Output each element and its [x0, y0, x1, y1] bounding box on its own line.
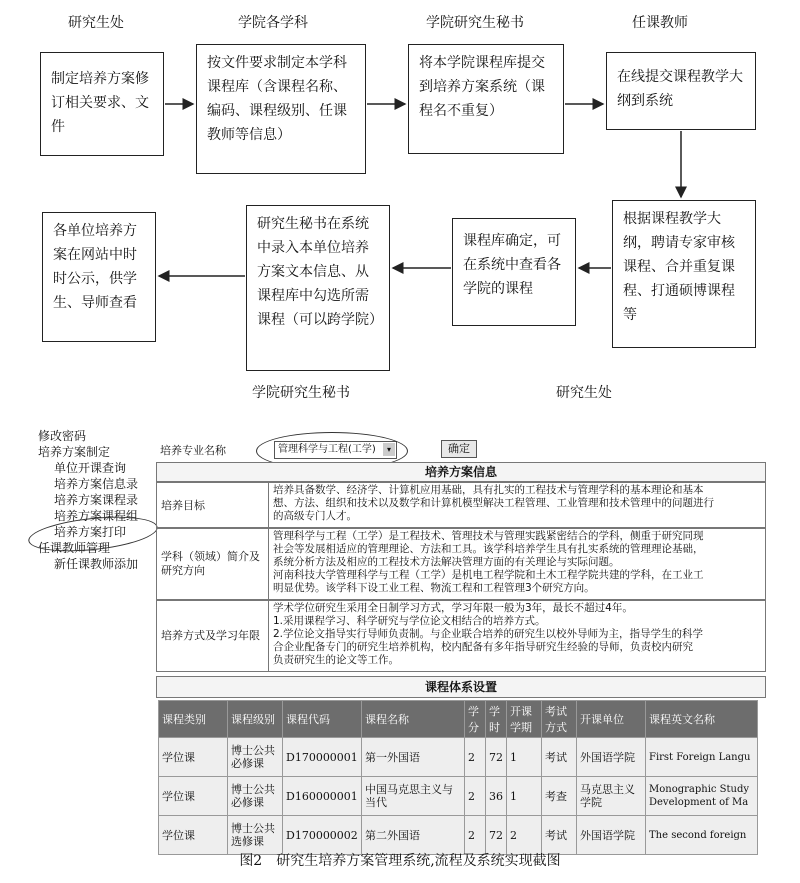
table-cell: 学位课: [159, 816, 228, 855]
major-select-value: 管理科学与工程(工学): [278, 444, 376, 455]
table-cell: 学位课: [159, 738, 228, 777]
table-cell: 博士公共选修课: [228, 816, 283, 855]
course-table: [158, 700, 758, 855]
intro-line: 社会等发展相适应的管理理论、方法和工具。该学科培养学生具有扎实系统的管理理论基础，: [273, 543, 704, 555]
table-cell: 中国马克思主义与当代: [362, 777, 465, 816]
goal-row: [156, 482, 766, 528]
step-box-5: 根据课程教学大纲，聘请专家审核课程、合并重复课程、打通硕博课程等: [612, 200, 756, 348]
course-table-header: [159, 701, 758, 738]
col-header: 课程代码: [283, 701, 362, 738]
table-cell: D160000001: [283, 777, 362, 816]
chevron-down-icon: ▾: [383, 443, 395, 456]
table-cell: 考试: [542, 816, 577, 855]
menu-item-plan-info-entry[interactable]: 培养方案信息录: [54, 477, 139, 491]
table-cell: 2: [465, 738, 486, 777]
section-courses: 课程体系设置: [156, 676, 766, 698]
goal-text: [271, 483, 765, 527]
intro-line: 系统分析方法及相应的工程技术方法解决管理方面的有关理论与实际问题。: [273, 556, 620, 568]
mode-line: 2.学位论文指导实行导师负责制。与企业联合培养的研究生以校外导师为主，指导学生的科学: [273, 628, 704, 640]
menu-item-plan-making[interactable]: 培养方案制定: [38, 445, 111, 459]
col-header: 课程级别: [228, 701, 283, 738]
intro-line: 明显优势。该学科下设工业工程、物流工程和工程管理3个研究方向。: [273, 582, 595, 594]
flow-arrows: [0, 0, 800, 420]
table-cell: 博士公共必修课: [228, 777, 283, 816]
table-cell: The second foreign: [646, 816, 758, 855]
step-box-3: 将本学院课程库提交到培养方案系统（课程名不重复）: [408, 44, 564, 154]
table-cell: 第一外国语: [362, 738, 465, 777]
goal-label: 培养目标: [157, 483, 269, 527]
goal-line: 培养具备数学、经济学、计算机应用基础，具有扎实的工程技术与管理学科的基本理论和基本: [273, 484, 704, 496]
mode-line: 1.采用课程学习、科学研究与学位论文相结合的培养方式。: [273, 615, 546, 627]
intro-line: 河南科技大学管理科学与工程（工学）是机电工程学院和土木工程学院共建的学科，在工业工: [273, 569, 704, 581]
table-cell: 博士公共必修课: [228, 738, 283, 777]
menu-item-plan-course-entry[interactable]: 培养方案课程录: [54, 493, 139, 507]
col-header: 学时: [486, 701, 507, 738]
menu-item-plan-print[interactable]: 培养方案打印: [54, 525, 127, 539]
confirm-button[interactable]: 确定: [441, 440, 477, 458]
col-header: 开课学期: [507, 701, 542, 738]
header-teacher: 任课教师: [632, 15, 688, 31]
col-header: 课程类别: [159, 701, 228, 738]
table-cell: 外国语学院: [577, 816, 646, 855]
intro-row: [156, 528, 766, 600]
footer-college-secretary: 学院研究生秘书: [252, 385, 350, 401]
mode-line: 负责研究生的论文等工作。: [273, 654, 399, 666]
table-cell: 2: [507, 816, 542, 855]
header-college-disciplines: 学院各学科: [238, 15, 308, 31]
menu-item-course-query[interactable]: 单位开课查询: [54, 461, 127, 475]
table-cell: 2: [465, 816, 486, 855]
step-box-4: 在线提交课程教学大纲到系统: [606, 52, 756, 130]
header-college-secretary: 学院研究生秘书: [426, 15, 524, 31]
table-cell: 72: [486, 816, 507, 855]
col-header: 课程英文名称: [646, 701, 758, 738]
section-plan-info: 培养方案信息: [156, 462, 766, 482]
figure-caption: 图2 研究生培养方案管理系统,流程及系统实现截图: [239, 853, 561, 869]
step-box-8: 各单位培养方案在网站中时时公示，供学生、导师查看: [42, 212, 156, 342]
table-cell: 第二外国语: [362, 816, 465, 855]
table-cell: 72: [486, 738, 507, 777]
table-cell: 学位课: [159, 777, 228, 816]
major-label: 培养专业名称: [160, 444, 226, 457]
col-header: 开课单位: [577, 701, 646, 738]
table-cell: 考试: [542, 738, 577, 777]
table-cell: Monographic Study Development of Ma: [646, 777, 758, 816]
menu-item-change-password[interactable]: 修改密码: [38, 429, 87, 443]
header-grad-office: 研究生处: [68, 15, 124, 31]
table-row: [159, 738, 758, 777]
table-cell: D170000001: [283, 738, 362, 777]
menu-item-teacher-management[interactable]: 任课教师管理: [38, 541, 111, 555]
table-row: [159, 816, 758, 855]
table-cell: 马克思主义学院: [577, 777, 646, 816]
mode-line: 学术学位研究生采用全日制学习方式，学习年限一般为3年，最长不超过4年。: [273, 602, 633, 614]
step-box-1: 制定培养方案修订相关要求、文件: [40, 52, 164, 156]
table-cell: 2: [465, 777, 486, 816]
col-header: 课程名称: [362, 701, 465, 738]
step-box-2: 按文件要求制定本学科课程库（含课程名称、编码、课程级别、任课教师等信息）: [196, 44, 366, 174]
system-screenshot: [38, 428, 766, 848]
menu-item-add-teacher[interactable]: 新任课教师添加: [54, 557, 139, 571]
goal-line: 的高级专门人才。: [273, 510, 357, 522]
table-cell: 36: [486, 777, 507, 816]
step-box-7: 研究生秘书在系统中录入本单位培养方案文本信息、从课程库中勾选所需课程（可以跨学院）: [246, 205, 390, 371]
step-box-6: 课程库确定，可在系统中查看各学院的课程: [452, 218, 576, 326]
plan-panel: [156, 436, 766, 848]
goal-line: 想、方法、组织和技术以及数学和计算机模型解决工程管理、工业管理和技术管理中的问题进行: [273, 497, 714, 509]
col-header: 学分: [465, 701, 486, 738]
table-cell: 1: [507, 738, 542, 777]
footer-grad-office: 研究生处: [556, 385, 612, 401]
table-cell: First Foreign Langu: [646, 738, 758, 777]
table-cell: 考查: [542, 777, 577, 816]
intro-text: [271, 529, 765, 599]
col-header: 考试方式: [542, 701, 577, 738]
table-cell: 1: [507, 777, 542, 816]
table-row: [159, 777, 758, 816]
major-row: [156, 436, 766, 462]
table-cell: 外国语学院: [577, 738, 646, 777]
intro-label: 学科（领域）简介及研究方向: [157, 529, 269, 599]
menu-item-plan-course-group[interactable]: 培养方案课程组: [54, 509, 139, 523]
mode-label: 培养方式及学习年限: [157, 601, 269, 671]
table-cell: D170000002: [283, 816, 362, 855]
mode-line: 合企业配备专门的研究生培养机构，校内配备有多年指导研究生经验的导师，负责校内研究: [273, 641, 693, 653]
mode-row: [156, 600, 766, 672]
mode-text: [271, 601, 765, 671]
intro-line: 管理科学与工程（工学）是工程技术、管理技术与管理实践紧密结合的学科，侧重于研究同现: [273, 530, 704, 542]
